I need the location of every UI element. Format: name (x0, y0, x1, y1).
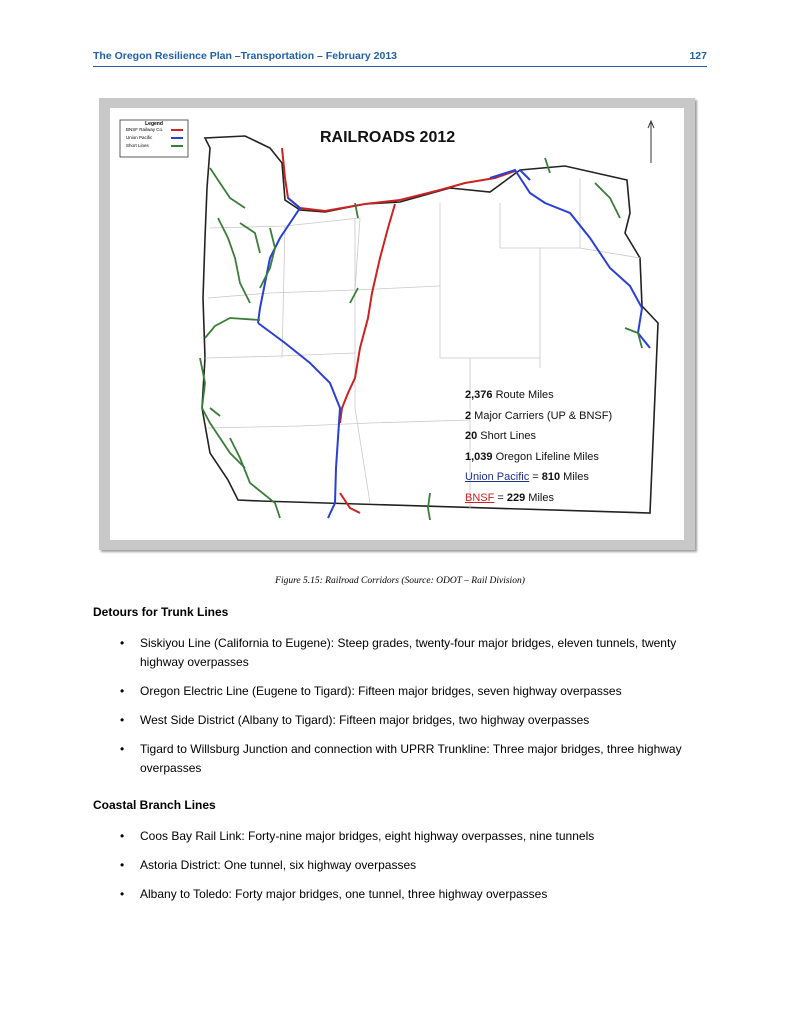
legend-item-union-pacific: Union Pacific (120, 135, 188, 141)
stat-union-pacific: Union Pacific = 810 Miles (465, 471, 589, 483)
page-header (93, 50, 707, 67)
section-heading-trunk-lines: Detours for Trunk Lines (93, 605, 229, 619)
list-item: • Astoria District: One tunnel, six highway overpasses (93, 856, 693, 875)
stat-route-miles: 2,376 Route Miles (465, 389, 554, 401)
coastal-branch-lines-list (93, 827, 693, 914)
stat-bnsf: BNSF = 229 Miles (465, 491, 554, 504)
map-figure-frame (99, 98, 695, 550)
list-item: • Oregon Electric Line (Eugene to Tigard): Fifteen major bridges, seven highway overpasses (93, 682, 693, 701)
legend-title: Legend (145, 121, 163, 127)
list-item: • West Side District (Albany to Tigard): Fifteen major bridges, two highway overpasses (93, 711, 693, 730)
legend (120, 120, 188, 157)
stat-lifeline-miles: 1,039 Oregon Lifeline Miles (465, 450, 599, 463)
trunk-lines-list (93, 634, 693, 788)
list-item: • Siskiyou Line (California to Eugene): Steep grades, twenty-four major bridges, eleven tunnels, twenty highway overpasses (93, 634, 693, 672)
stats-block (465, 385, 612, 508)
page-number: 127 (689, 50, 707, 62)
stat-major-carriers: 2 Major Carriers (UP & BNSF) (465, 409, 613, 422)
figure-caption: Figure 5.15: Railroad Corridors (Source: ODOT – Rail Division) (275, 576, 525, 586)
list-item: • Coos Bay Rail Link: Forty-nine major bridges, eight highway overpasses, nine tunnels (93, 827, 693, 846)
stat-short-lines: 20 Short Lines (465, 430, 536, 442)
legend-item-short-lines: Short Lines (120, 143, 188, 149)
railroad-map (110, 108, 684, 540)
list-item: • Albany to Toledo: Forty major bridges, one tunnel, three highway overpasses (93, 885, 693, 904)
north-arrow-icon (648, 121, 654, 163)
document-title: The Oregon Resilience Plan –Transportation – February 2013 (93, 50, 398, 62)
section-heading-coastal-branch-lines: Coastal Branch Lines (93, 798, 216, 812)
map-title: RAILROADS 2012 (320, 129, 456, 146)
list-item: • Tigard to Willsburg Junction and connection with UPRR Trunkline: Three major bridges, three highway overpasses (93, 740, 693, 778)
legend-item-bnsf: BNSF Railway Co. (120, 127, 188, 133)
